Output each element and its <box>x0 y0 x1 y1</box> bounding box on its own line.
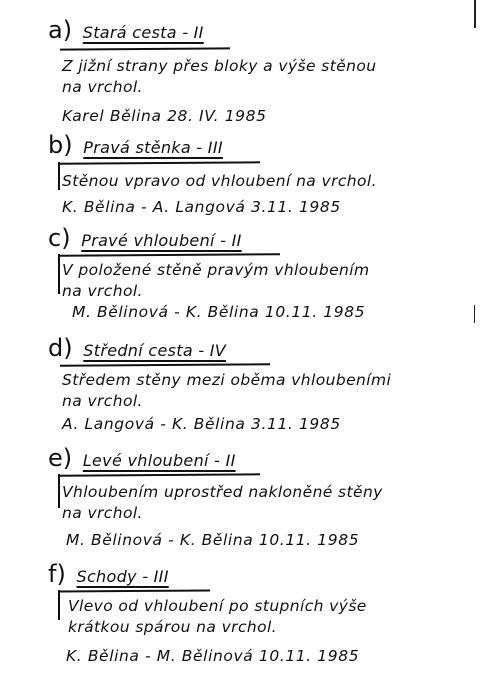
route-header <box>48 336 226 363</box>
route-description: Vhloubením uprostřed nakloněné stěny na vrchol. <box>62 483 383 522</box>
box-edge <box>58 474 60 508</box>
header-rule <box>60 363 270 366</box>
route-letter: d) <box>48 334 73 362</box>
header-rule <box>60 161 260 164</box>
route-header <box>48 133 223 160</box>
route-title: Pravá stěnka - III <box>83 138 223 157</box>
box-edge <box>58 590 60 620</box>
route-letter: e) <box>48 444 73 472</box>
route-credit: Karel Bělina 28. IV. 1985 <box>62 107 267 125</box>
box-edge <box>58 162 60 190</box>
route-header <box>48 446 236 473</box>
route-header <box>48 226 242 253</box>
route-letter: f) <box>48 560 66 588</box>
route-letter: c) <box>48 224 71 252</box>
header-rule <box>60 47 230 50</box>
route-header <box>48 18 204 45</box>
header-rule <box>60 473 260 476</box>
route-credit: K. Bělina - M. Bělinová 10.11. 1985 <box>66 647 360 665</box>
margin-mark <box>474 305 475 323</box>
header-rule <box>60 589 210 592</box>
route-description: Z jižní strany přes bloky a výše stěnou na vrchol. <box>62 57 377 96</box>
route-header <box>48 562 169 589</box>
route-letter: b) <box>48 131 73 159</box>
header-rule <box>60 253 280 257</box>
route-description: Vlevo od vhloubení po stupních výše krátkou spárou na vrchol. <box>68 597 367 636</box>
route-title: Střední cesta - IV <box>83 341 227 360</box>
route-credit: K. Bělina - A. Langová 3.11. 1985 <box>62 198 341 216</box>
route-credit: A. Langová - K. Bělina 3.11. 1985 <box>62 415 341 433</box>
margin-mark <box>474 0 476 28</box>
route-description: Středem stěny mezi oběma vhloubeními na vrchol. <box>62 371 392 410</box>
route-credit: M. Bělinová - K. Bělina 10.11. 1985 <box>72 303 366 321</box>
route-title: Schody - III <box>76 567 169 586</box>
route-description: V položené stěně pravým vhloubením na vrchol. <box>62 261 370 300</box>
route-title: Stará cesta - II <box>82 23 204 42</box>
route-description: Stěnou vpravo od vhloubení na vrchol. <box>62 172 377 190</box>
route-title: Levé vhloubení - II <box>82 451 236 470</box>
route-title: Pravé vhloubení - II <box>81 231 242 250</box>
route-credit: M. Bělinová - K. Bělina 10.11. 1985 <box>66 531 360 549</box>
route-letter: a) <box>48 16 73 44</box>
box-edge <box>58 254 60 294</box>
